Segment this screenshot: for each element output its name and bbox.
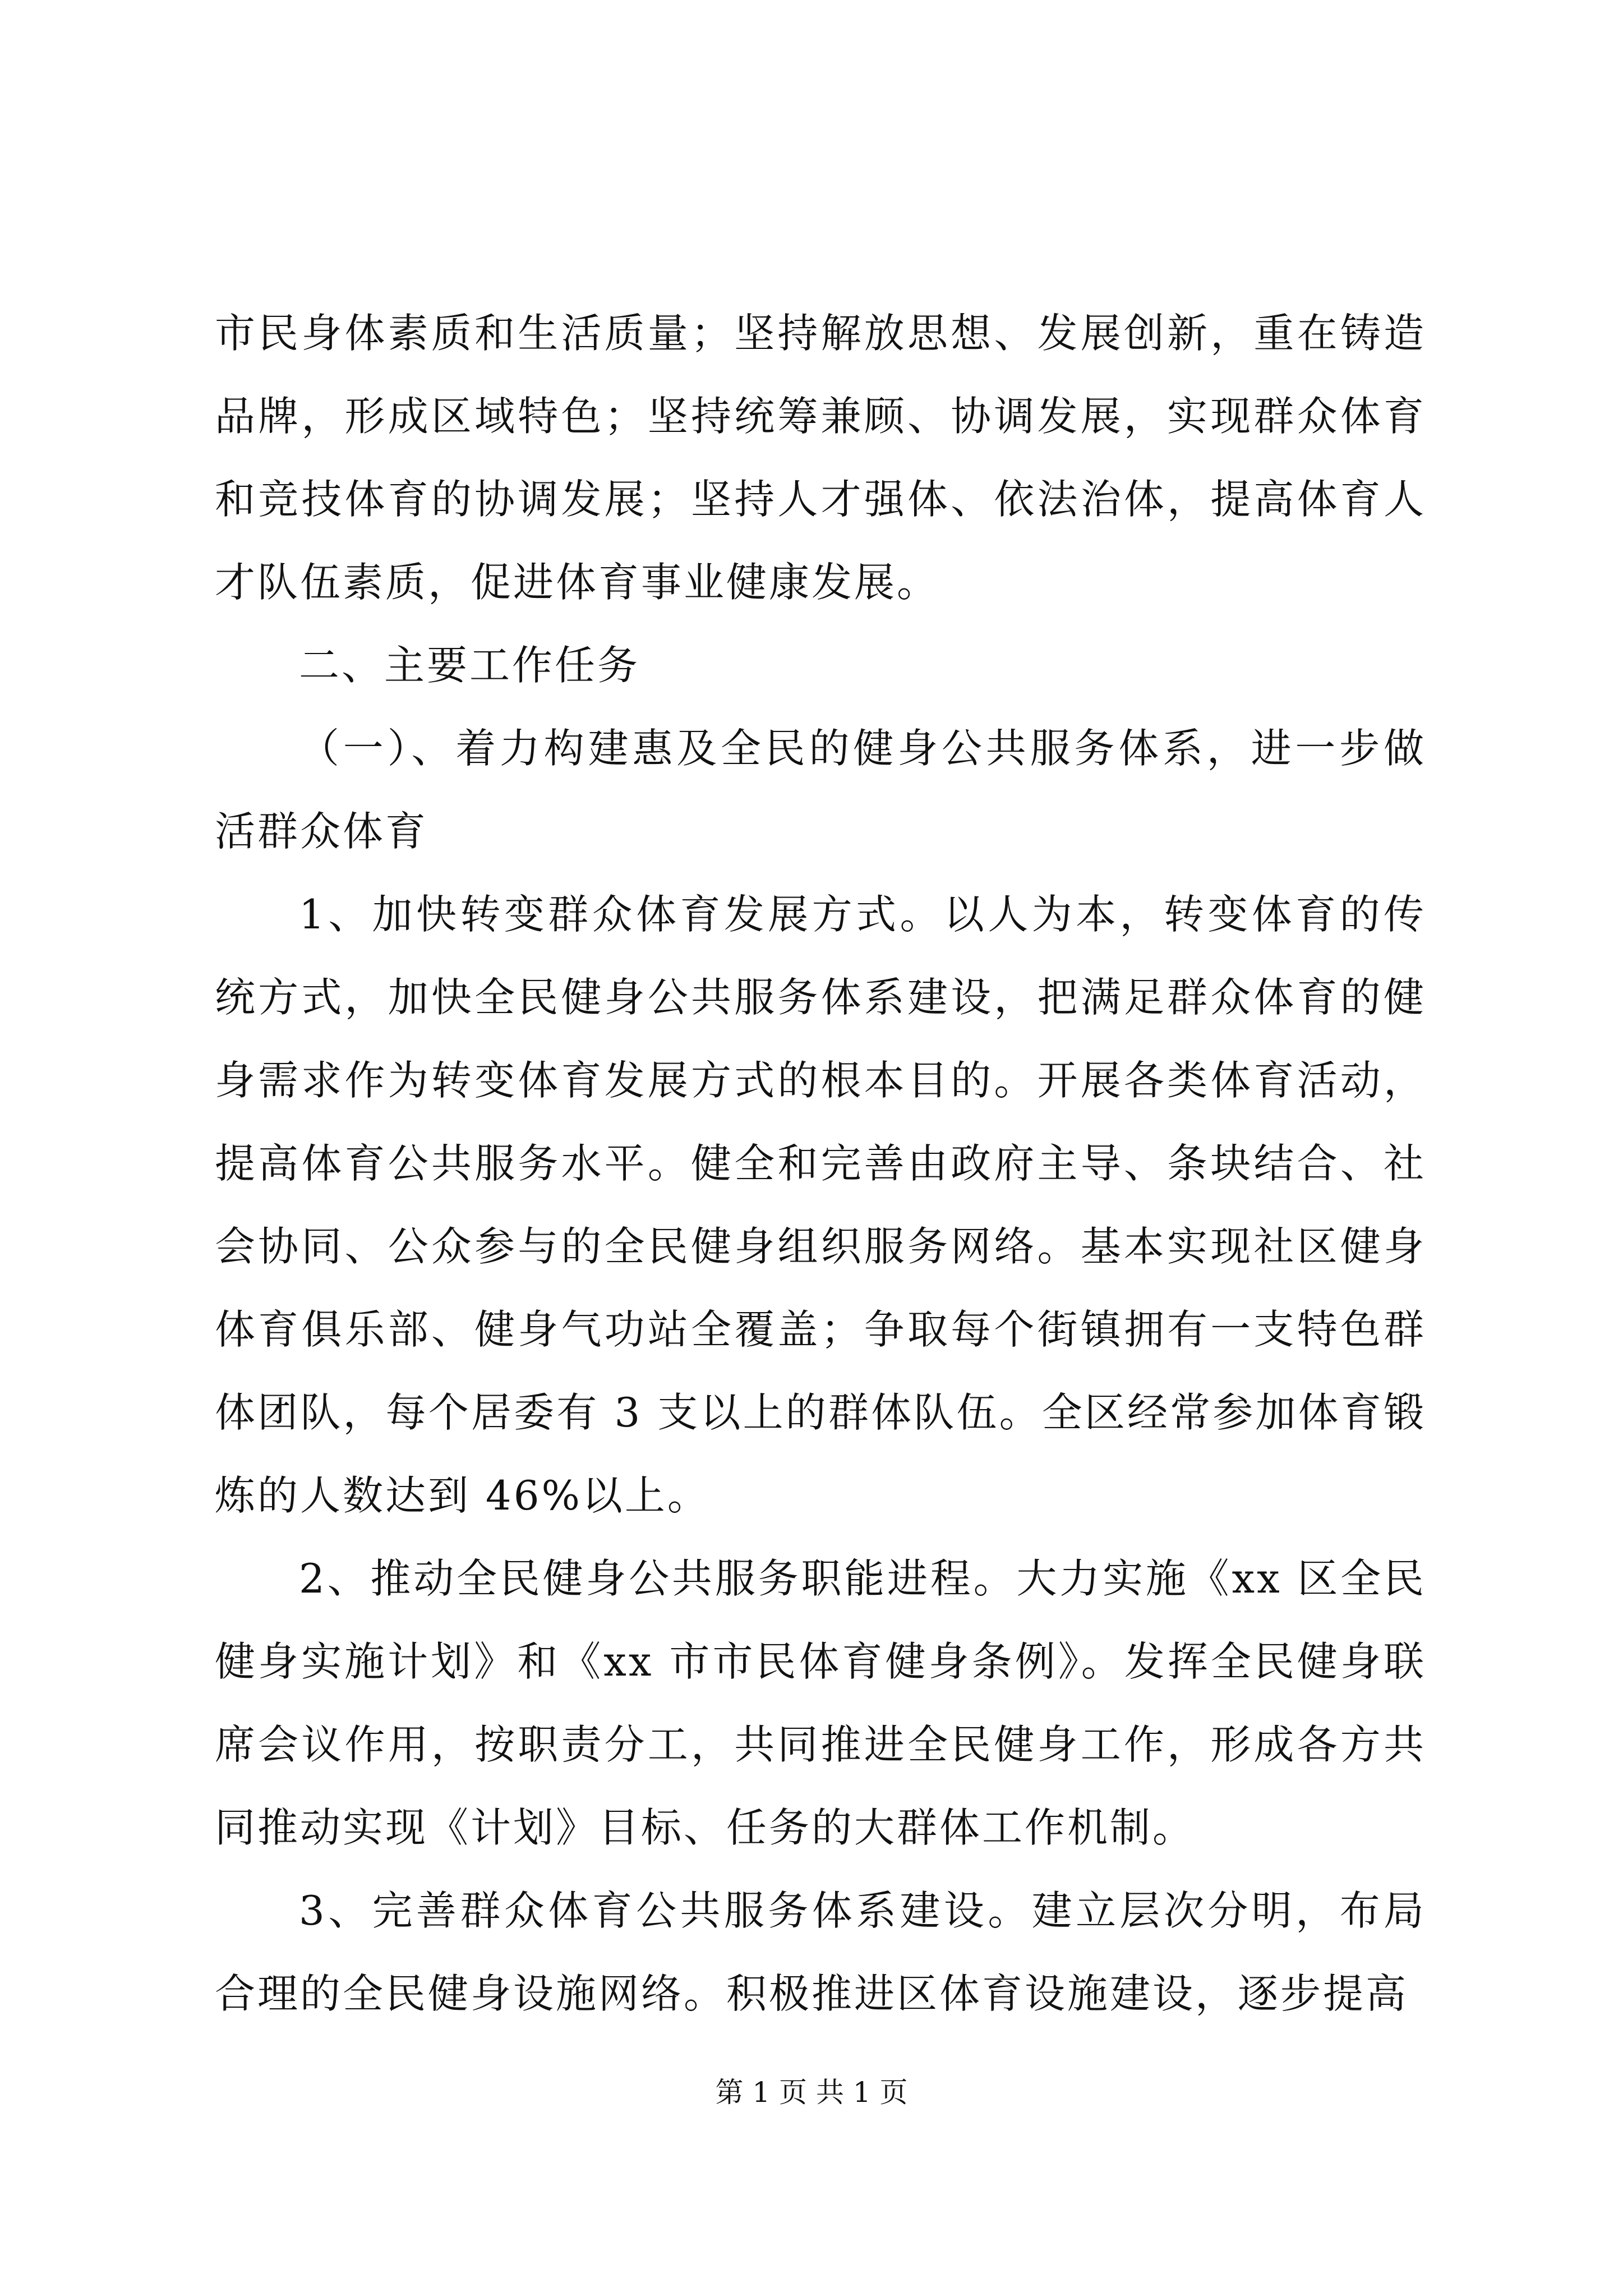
paragraph-item-3: 3、完善群众体育公共服务体系建设。建立层次分明，布局合理的全民健身设施网络。积极推进区体育设施建设，逐步提高 <box>215 1887 1426 2017</box>
paragraph-item-1: 1、加快转变群众体育发展方式。以人为本，转变体育的传统方式，加快全民健身公共服务体系建设，把满足群众体育的健身需求作为转变体育发展方式的根本目的。开展各类体育活动，提高体育公共服务水平。健全和完善由政府主导、条块结合、社会协同、公众参与的全民健身组织服务网络。基本实现社区健身体育俱乐部、健身气功站全覆盖；争取每个街镇拥有一支特色群体团队，每个居委有 3 支以上的群体队伍。全区经常参加体育锻炼的人数达到 46%以上。 <box>215 891 1426 1519</box>
subsection-heading: （一）、着力构建惠及全民的健身公共服务体系，进一步做活群众体育 <box>215 725 1426 855</box>
paragraph-item-2: 2、推动全民健身公共服务职能进程。大力实施《xx 区全民健身实施计划》和《xx 市市民体育健身条例》。发挥全民健身联席会议作用，按职责分工，共同推进全民健身工作，形成各方共同推动实现《计划》目标、任务的大群体工作机制。 <box>215 1555 1426 1851</box>
paragraph-continuation: 市民身体素质和生活质量；坚持解放思想、发展创新，重在铸造品牌，形成区域特色；坚持统筹兼顾、协调发展，实现群众体育和竞技体育的协调发展；坚持人才强体、依法治体，提高体育人才队伍素质，促进体育事业健康发展。 <box>215 310 1426 606</box>
page-footer: 第 1 页 共 1 页 <box>715 2076 908 2109</box>
section-heading: 二、主要工作任务 <box>299 642 640 689</box>
document-body <box>215 292 1426 2035</box>
